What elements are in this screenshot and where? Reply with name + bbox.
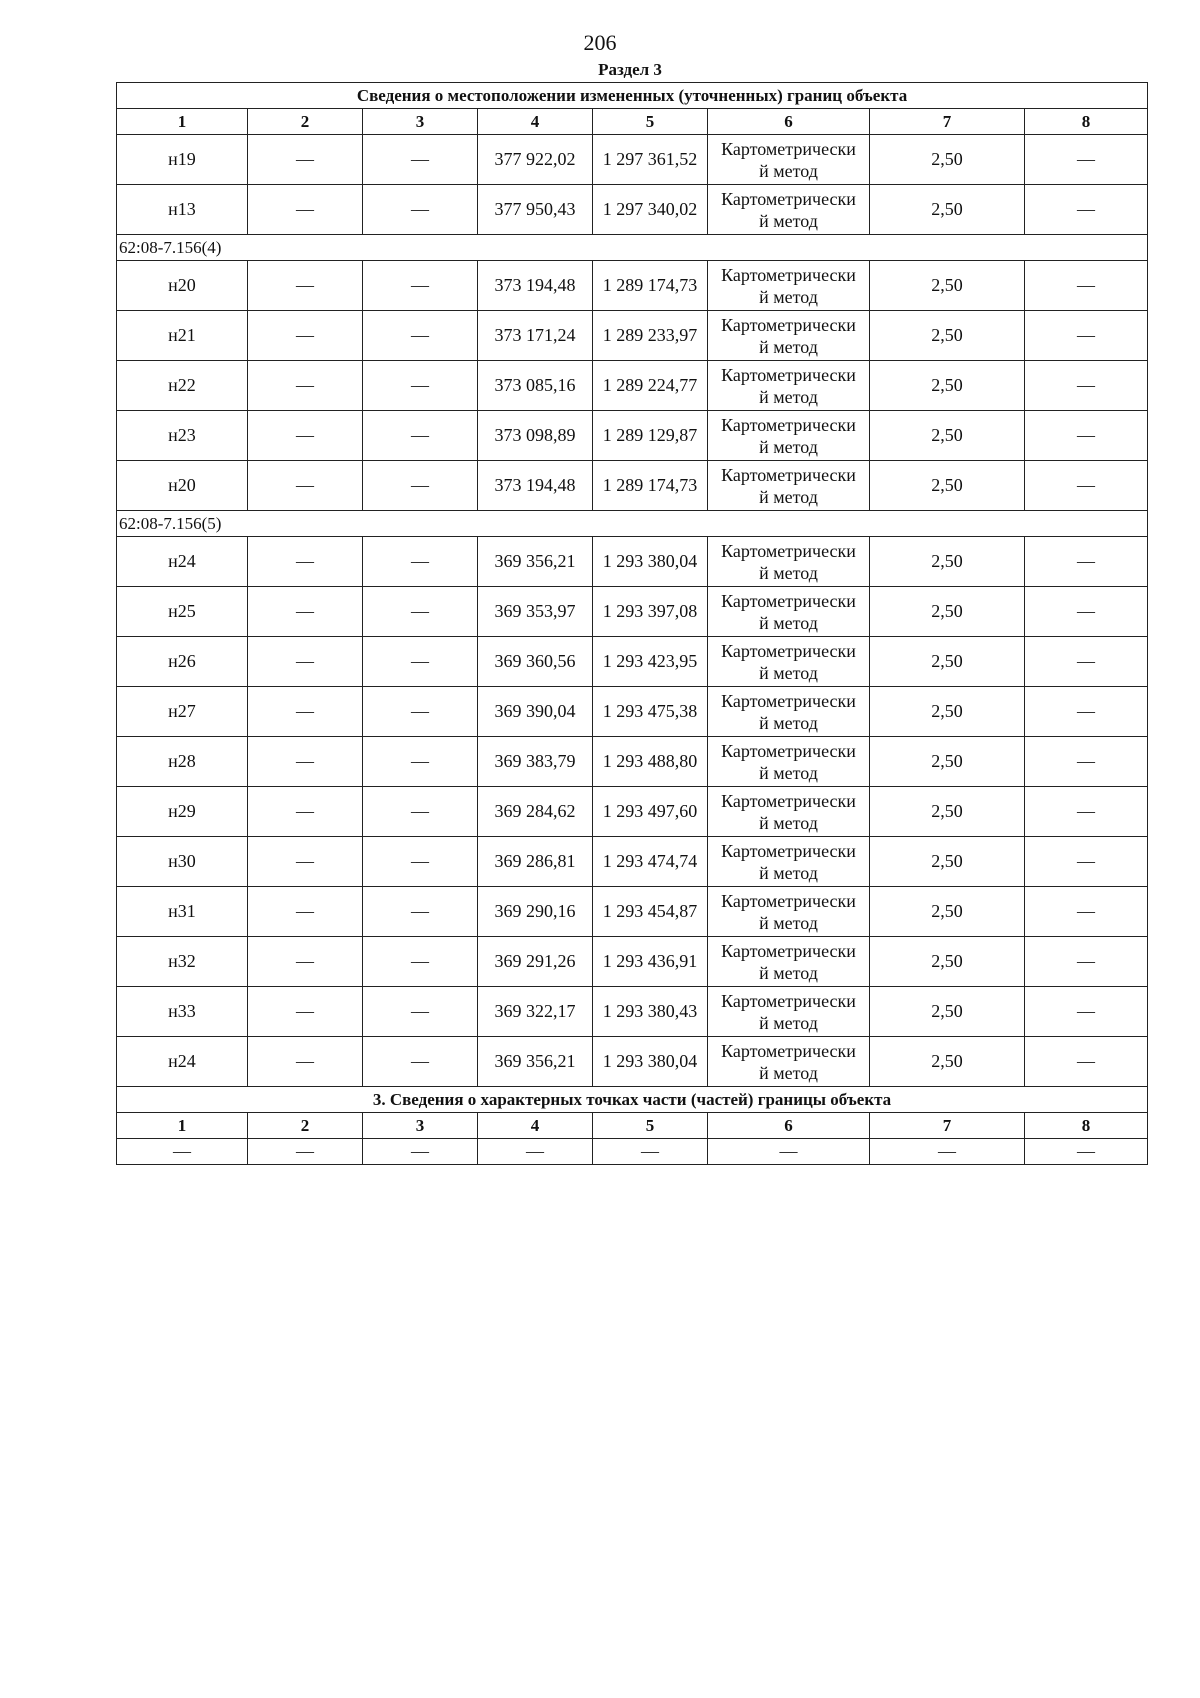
col2-value: — (248, 135, 363, 185)
point-name: н20 (117, 461, 248, 511)
col3-value: — (363, 637, 478, 687)
method-line-1: Картометрически (721, 990, 856, 1011)
x-coordinate: 369 322,17 (478, 987, 593, 1037)
col2-value: — (248, 261, 363, 311)
empty-cell: — (708, 1139, 870, 1165)
col3-value: — (363, 311, 478, 361)
accuracy-value: 2,50 (870, 937, 1025, 987)
col8-value: — (1025, 185, 1148, 235)
table-row (117, 1037, 1148, 1087)
accuracy-value: 2,50 (870, 837, 1025, 887)
col2-value: — (248, 537, 363, 587)
column-header: 1 (117, 109, 248, 135)
y-coordinate: 1 293 475,38 (593, 687, 708, 737)
method-cell (708, 787, 870, 837)
point-name: н24 (117, 537, 248, 587)
point-name: н31 (117, 887, 248, 937)
part-header-row (117, 1113, 1148, 1139)
accuracy-value: 2,50 (870, 687, 1025, 737)
part-section-caption-row (117, 1087, 1148, 1113)
point-name: н13 (117, 185, 248, 235)
accuracy-value: 2,50 (870, 361, 1025, 411)
col2-value: — (248, 311, 363, 361)
col3-value: — (363, 787, 478, 837)
point-name: н28 (117, 737, 248, 787)
method-line-2: й метод (759, 486, 818, 507)
x-coordinate: 373 194,48 (478, 261, 593, 311)
x-coordinate: 369 291,26 (478, 937, 593, 987)
method-line-2: й метод (759, 1062, 818, 1083)
col3-value: — (363, 185, 478, 235)
col2-value: — (248, 687, 363, 737)
column-header: 4 (478, 109, 593, 135)
point-name: н33 (117, 987, 248, 1037)
col2-value: — (248, 937, 363, 987)
method-line-2: й метод (759, 436, 818, 457)
col8-value: — (1025, 311, 1148, 361)
col3-value: — (363, 361, 478, 411)
page-number: 206 (583, 30, 617, 55)
empty-cell: — (117, 1139, 248, 1165)
column-header: 6 (708, 109, 870, 135)
column-header: 2 (248, 109, 363, 135)
point-name: н20 (117, 261, 248, 311)
method-line-1: Картометрически (721, 540, 856, 561)
point-name: н25 (117, 587, 248, 637)
method-line-1: Картометрически (721, 188, 856, 209)
accuracy-value: 2,50 (870, 737, 1025, 787)
y-coordinate: 1 293 397,08 (593, 587, 708, 637)
col8-value: — (1025, 135, 1148, 185)
method-line-1: Картометрически (721, 464, 856, 485)
col2-value: — (248, 887, 363, 937)
table-row (117, 461, 1148, 511)
method-line-2: й метод (759, 286, 818, 307)
method-cell (708, 461, 870, 511)
col8-value: — (1025, 411, 1148, 461)
y-coordinate: 1 293 436,91 (593, 937, 708, 987)
col3-value: — (363, 937, 478, 987)
table-row (117, 311, 1148, 361)
method-line-1: Картометрически (721, 264, 856, 285)
method-line-1: Картометрически (721, 640, 856, 661)
column-header: 6 (708, 1113, 870, 1139)
method-line-2: й метод (759, 862, 818, 883)
method-cell (708, 637, 870, 687)
x-coordinate: 377 950,43 (478, 185, 593, 235)
boundary-table (116, 82, 1148, 1165)
col2-value: — (248, 185, 363, 235)
method-cell (708, 837, 870, 887)
method-cell (708, 185, 870, 235)
method-cell (708, 311, 870, 361)
point-name: н32 (117, 937, 248, 987)
y-coordinate: 1 293 488,80 (593, 737, 708, 787)
method-cell (708, 737, 870, 787)
accuracy-value: 2,50 (870, 411, 1025, 461)
col3-value: — (363, 537, 478, 587)
method-line-2: й метод (759, 962, 818, 983)
table-row (117, 937, 1148, 987)
column-header: 8 (1025, 1113, 1148, 1139)
col8-value: — (1025, 1037, 1148, 1087)
table-caption-row (117, 83, 1148, 109)
col3-value: — (363, 261, 478, 311)
empty-cell: — (870, 1139, 1025, 1165)
method-line-2: й метод (759, 912, 818, 933)
col3-value: — (363, 1037, 478, 1087)
y-coordinate: 1 293 423,95 (593, 637, 708, 687)
column-header: 2 (248, 1113, 363, 1139)
method-line-2: й метод (759, 812, 818, 833)
col3-value: — (363, 887, 478, 937)
method-cell (708, 687, 870, 737)
x-coordinate: 369 284,62 (478, 787, 593, 837)
table-body (117, 83, 1148, 1165)
col8-value: — (1025, 987, 1148, 1037)
y-coordinate: 1 293 497,60 (593, 787, 708, 837)
y-coordinate: 1 293 380,43 (593, 987, 708, 1037)
table-row (117, 361, 1148, 411)
point-name: н24 (117, 1037, 248, 1087)
col2-value: — (248, 787, 363, 837)
table-row (117, 687, 1148, 737)
empty-cell: — (363, 1139, 478, 1165)
col8-value: — (1025, 787, 1148, 837)
x-coordinate: 369 286,81 (478, 837, 593, 887)
method-line-2: й метод (759, 712, 818, 733)
col8-value: — (1025, 537, 1148, 587)
table-row (117, 637, 1148, 687)
col3-value: — (363, 411, 478, 461)
column-header: 3 (363, 1113, 478, 1139)
col3-value: — (363, 587, 478, 637)
x-coordinate: 369 353,97 (478, 587, 593, 637)
method-line-2: й метод (759, 1012, 818, 1033)
y-coordinate: 1 293 474,74 (593, 837, 708, 887)
x-coordinate: 373 098,89 (478, 411, 593, 461)
accuracy-value: 2,50 (870, 135, 1025, 185)
method-line-2: й метод (759, 612, 818, 633)
accuracy-value: 2,50 (870, 587, 1025, 637)
y-coordinate: 1 293 380,04 (593, 537, 708, 587)
accuracy-value: 2,50 (870, 787, 1025, 837)
method-line-2: й метод (759, 762, 818, 783)
method-cell (708, 411, 870, 461)
table-caption: Сведения о местоположении измененных (уточненных) границ объекта (117, 83, 1148, 109)
x-coordinate: 373 085,16 (478, 361, 593, 411)
accuracy-value: 2,50 (870, 461, 1025, 511)
point-name: н26 (117, 637, 248, 687)
group-row (117, 511, 1148, 537)
empty-cell: — (478, 1139, 593, 1165)
method-line-2: й метод (759, 160, 818, 181)
x-coordinate: 369 356,21 (478, 1037, 593, 1087)
x-coordinate: 369 360,56 (478, 637, 593, 687)
method-line-1: Картометрически (721, 314, 856, 335)
column-header: 4 (478, 1113, 593, 1139)
col2-value: — (248, 737, 363, 787)
col8-value: — (1025, 261, 1148, 311)
point-name: н21 (117, 311, 248, 361)
method-cell (708, 987, 870, 1037)
y-coordinate: 1 289 174,73 (593, 461, 708, 511)
x-coordinate: 369 290,16 (478, 887, 593, 937)
method-line-1: Картометрически (721, 690, 856, 711)
method-line-2: й метод (759, 386, 818, 407)
col3-value: — (363, 737, 478, 787)
col8-value: — (1025, 587, 1148, 637)
accuracy-value: 2,50 (870, 887, 1025, 937)
y-coordinate: 1 289 224,77 (593, 361, 708, 411)
col2-value: — (248, 637, 363, 687)
x-coordinate: 373 171,24 (478, 311, 593, 361)
table-row (117, 537, 1148, 587)
col8-value: — (1025, 737, 1148, 787)
x-coordinate: 369 390,04 (478, 687, 593, 737)
y-coordinate: 1 289 233,97 (593, 311, 708, 361)
point-name: н19 (117, 135, 248, 185)
method-cell (708, 1037, 870, 1087)
table-row (117, 135, 1148, 185)
method-line-2: й метод (759, 562, 818, 583)
group-row (117, 235, 1148, 261)
table-row (117, 411, 1148, 461)
column-header: 3 (363, 109, 478, 135)
col8-value: — (1025, 887, 1148, 937)
method-line-1: Картометрически (721, 790, 856, 811)
accuracy-value: 2,50 (870, 537, 1025, 587)
empty-cell: — (1025, 1139, 1148, 1165)
col2-value: — (248, 461, 363, 511)
method-cell (708, 361, 870, 411)
y-coordinate: 1 293 454,87 (593, 887, 708, 937)
y-coordinate: 1 297 340,02 (593, 185, 708, 235)
y-coordinate: 1 297 361,52 (593, 135, 708, 185)
method-line-1: Картометрически (721, 740, 856, 761)
accuracy-value: 2,50 (870, 261, 1025, 311)
col3-value: — (363, 987, 478, 1037)
section-label: Раздел 3 (598, 60, 662, 79)
point-name: н27 (117, 687, 248, 737)
accuracy-value: 2,50 (870, 1037, 1025, 1087)
column-header: 5 (593, 1113, 708, 1139)
accuracy-value: 2,50 (870, 637, 1025, 687)
table-row (117, 185, 1148, 235)
col2-value: — (248, 361, 363, 411)
table-row (117, 587, 1148, 637)
point-name: н23 (117, 411, 248, 461)
part-section-caption: 3. Сведения о характерных точках части (частей) границы объекта (117, 1087, 1148, 1113)
col8-value: — (1025, 937, 1148, 987)
x-coordinate: 377 922,02 (478, 135, 593, 185)
method-line-2: й метод (759, 662, 818, 683)
table-row (117, 737, 1148, 787)
col8-value: — (1025, 361, 1148, 411)
col2-value: — (248, 837, 363, 887)
col3-value: — (363, 687, 478, 737)
empty-cell: — (248, 1139, 363, 1165)
group-label: 62:08-7.156(4) (117, 235, 1148, 261)
method-cell (708, 937, 870, 987)
empty-cell: — (593, 1139, 708, 1165)
table-row (117, 261, 1148, 311)
col2-value: — (248, 1037, 363, 1087)
col2-value: — (248, 411, 363, 461)
col8-value: — (1025, 687, 1148, 737)
method-cell (708, 887, 870, 937)
part-empty-row (117, 1139, 1148, 1165)
column-header: 7 (870, 1113, 1025, 1139)
column-header: 8 (1025, 109, 1148, 135)
table-row (117, 987, 1148, 1037)
method-cell (708, 261, 870, 311)
col2-value: — (248, 987, 363, 1037)
col8-value: — (1025, 637, 1148, 687)
accuracy-value: 2,50 (870, 987, 1025, 1037)
col2-value: — (248, 587, 363, 637)
y-coordinate: 1 289 174,73 (593, 261, 708, 311)
method-cell (708, 135, 870, 185)
header-row (117, 109, 1148, 135)
method-line-2: й метод (759, 210, 818, 231)
method-line-1: Картометрически (721, 138, 856, 159)
col3-value: — (363, 135, 478, 185)
accuracy-value: 2,50 (870, 185, 1025, 235)
point-name: н22 (117, 361, 248, 411)
method-line-1: Картометрически (721, 1040, 856, 1061)
method-line-1: Картометрически (721, 364, 856, 385)
col3-value: — (363, 837, 478, 887)
x-coordinate: 369 356,21 (478, 537, 593, 587)
table-row (117, 837, 1148, 887)
column-header: 7 (870, 109, 1025, 135)
col8-value: — (1025, 461, 1148, 511)
method-line-1: Картометрически (721, 940, 856, 961)
col3-value: — (363, 461, 478, 511)
y-coordinate: 1 293 380,04 (593, 1037, 708, 1087)
x-coordinate: 369 383,79 (478, 737, 593, 787)
column-header: 1 (117, 1113, 248, 1139)
point-name: н29 (117, 787, 248, 837)
method-line-1: Картометрически (721, 840, 856, 861)
method-cell (708, 537, 870, 587)
table-row (117, 887, 1148, 937)
method-line-1: Картометрически (721, 414, 856, 435)
x-coordinate: 373 194,48 (478, 461, 593, 511)
method-line-1: Картометрически (721, 590, 856, 611)
table-row (117, 787, 1148, 837)
method-line-2: й метод (759, 336, 818, 357)
accuracy-value: 2,50 (870, 311, 1025, 361)
column-header: 5 (593, 109, 708, 135)
method-cell (708, 587, 870, 637)
y-coordinate: 1 289 129,87 (593, 411, 708, 461)
point-name: н30 (117, 837, 248, 887)
method-line-1: Картометрически (721, 890, 856, 911)
group-label: 62:08-7.156(5) (117, 511, 1148, 537)
col8-value: — (1025, 837, 1148, 887)
